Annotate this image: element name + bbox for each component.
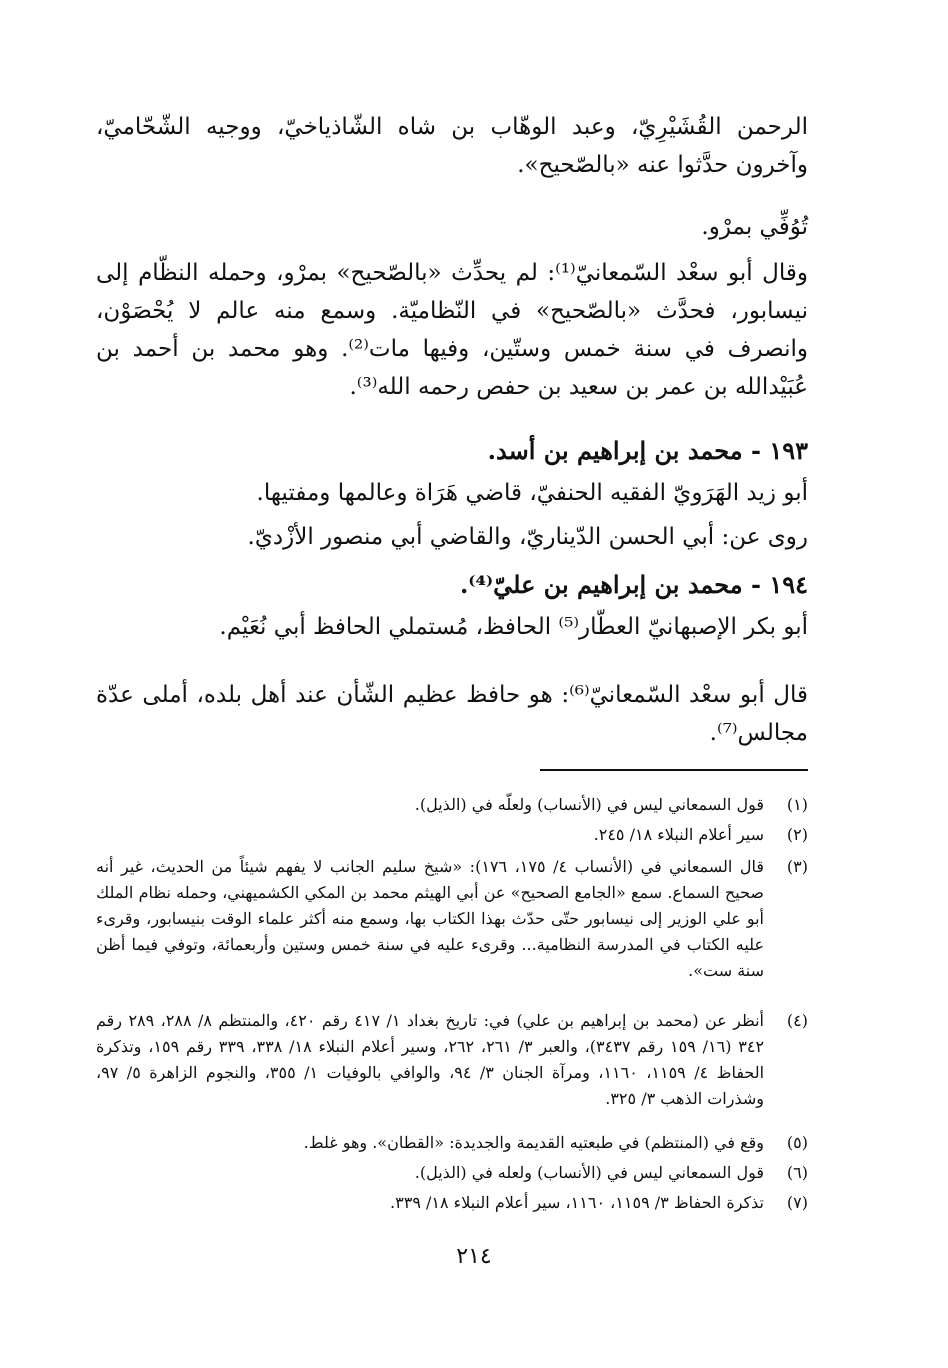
footnote-text: قول السمعاني ليس في (الأنساب) ولعلّه في (الذيل).: [414, 795, 764, 814]
entry-194-line-1: أبو بكر الإصبهانيّ العطّار⁽⁵⁾ الحافظ، مُستملي الحافظ أبي نُعَيْم.: [219, 614, 808, 640]
footnote-separator: [540, 769, 808, 771]
footnote-item: [96, 1130, 808, 1156]
footnote-number: (١): [786, 795, 808, 814]
footnote-number: (٢): [786, 825, 808, 844]
footnote-number: (٤): [786, 1011, 808, 1030]
footnote-item: [96, 854, 808, 984]
entry-194-heading: ١٩٤ - محمد بن إبراهيم بن عليّ⁽⁴⁾.: [459, 570, 808, 599]
footnote-number: (٥): [786, 1133, 808, 1152]
footnote-item: [96, 792, 808, 818]
footnote-number: (٦): [786, 1163, 808, 1182]
footnote-text: تذكرة الحفاظ ٣/ ١١٥٩، ١١٦٠، سير أعلام النبلاء ١٨/ ٣٣٩.: [390, 1193, 764, 1212]
page-number: ٢١٤: [456, 1244, 492, 1269]
footnote-item: [96, 1008, 808, 1112]
entry-193-line-2: روى عن: أبي الحسن الدّيناريّ، والقاضي أبي منصور الأزْديّ.: [247, 524, 808, 550]
footnote-item: [96, 822, 808, 848]
paragraph-continuation: الرحمن القُشَيْرِيّ، وعبد الوهّاب بن شاه الشّاذياخيّ، ووجيه الشّحّاميّ، وآخرون حدَّثوا عنه «بالصّحيح».: [96, 114, 808, 178]
footnote-text: سير أعلام النبلاء ١٨/ ٢٤٥.: [593, 825, 764, 844]
footnote-text: قول السمعاني ليس في (الأنساب) ولعله في (الذيل).: [414, 1163, 764, 1182]
footnote-number: (٧): [786, 1193, 808, 1212]
footnote-text: أنظر عن (محمد بن إبراهيم بن علي) في: تاريخ بغداد ١/ ٤١٧ رقم ٤٢٠، والمنتظم ٨/ ٢٨٨، ٢٨٩ رقم ٣٤٢ (١٦/ ١٥٩ رقم ٣٤٣٧)، والعبر ٣/ ٢٦١، ٢٦٢، وسير أعلام النبلاء ١٨/ ٣٣٨، ٣٣٩ رقم ١٥٩، وتذكرة الحفاظ ٤/ ١١٥٩، ١١٦٠، ومرآة الجنان ٣/ ٩٤، والوافي بالوفيات ١/ ٣٥٥، والنجوم الزاهرة ٥/ ٩٧، وشذرات الذهب ٣/ ٣٢٥.: [96, 1011, 765, 1108]
footnote-number: (٣): [786, 857, 808, 876]
entry-194-line-2: قال أبو سعْد السّمعانيّ⁽⁶⁾: هو حافظ عظيم الشّأن عند أهل بلده، أملى عدّة مجالس⁽⁷⁾.: [96, 682, 808, 746]
footnote-item: [96, 1160, 808, 1186]
footnote-item: [96, 1190, 808, 1216]
footnote-text: قال السمعاني في (الأنساب ٤/ ١٧٥، ١٧٦): «شيخ سليم الجانب لا يفهم شيئاً من الحديث، غير أنه صحيح السماع. سمع «الجامع الصحيح» عن أبي الهيثم محمد بن المكي الكشميهني، وحمله نظام الملك أبو علي الوزير إلى نيسابور حتّى حدّث بهذا الكتاب بها، وسمع منه أكثر علماء الوقت بنيسابور، وقرىء عليه الكتاب في المدرسة النظامية... وقرىء عليه في سنة خمس وستين وأربعمائة، وتوفي فيما أظن سنة ست».: [96, 857, 765, 980]
paragraph-death-note: تُوُفِّي بمرْو.: [701, 214, 808, 240]
paragraph-samani-quote: وقال أبو سعْد السّمعانيّ⁽¹⁾: لم يحدِّث «بالصّحيح» بمرْو، وحمله النظّام إلى نيسابور، فحدَّث «بالصّحيح» في النّظاميّة. وسمع منه عالم لا يُحْصَوْن، وانصرف في سنة خمس وستّين، وفيها مات⁽²⁾. وهو محمد بن أحمد بن عُبَيْدالله بن عمر بن سعيد بن حفص رحمه الله⁽³⁾.: [96, 260, 809, 400]
entry-193-heading: ١٩٣ - محمد بن إبراهيم بن أسد.: [487, 436, 808, 465]
footnote-text: وقع في (المنتظم) في طبعتيه القديمة والجديدة: «القطان». وهو غلط.: [303, 1133, 764, 1152]
entry-193-line-1: أبو زيد الهَرَويّ الفقيه الحنفيّ، قاضي هَرَاة وعالمها ومفتيها.: [256, 480, 808, 506]
